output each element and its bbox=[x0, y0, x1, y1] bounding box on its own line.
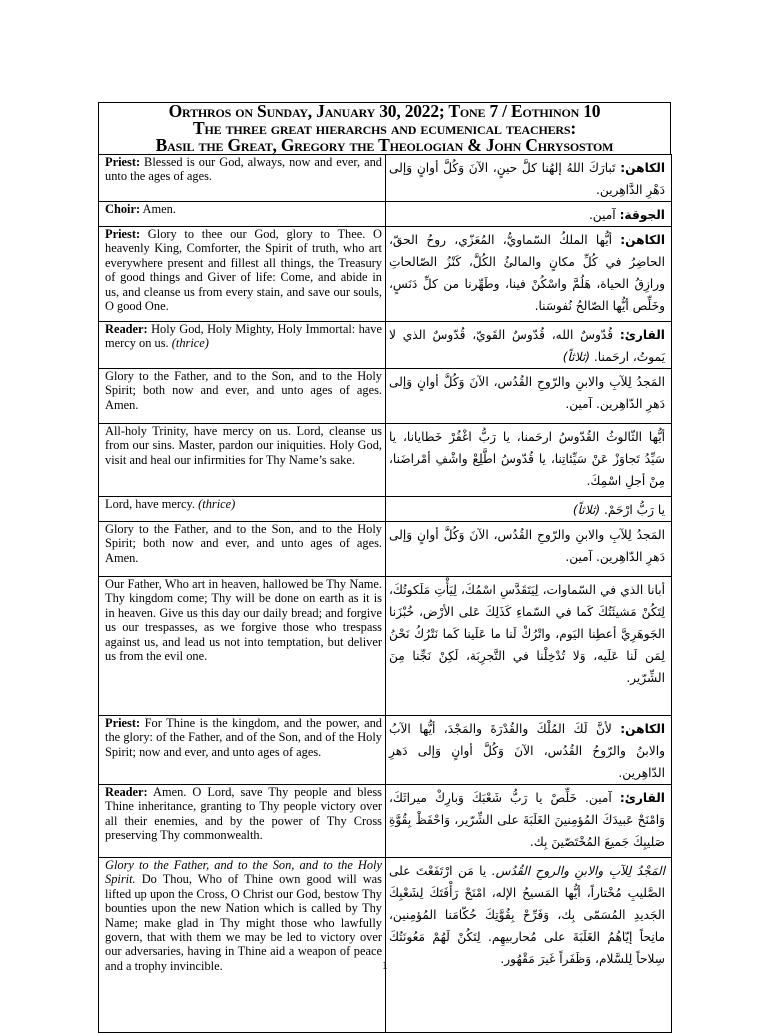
english-cell bbox=[99, 155, 386, 202]
liturgical-text: Our Father, Who art in heaven, hallowed be Thy Name. Thy kingdom come; Thy will be done on earth as it is in heaven. Give us this day our daily bread; and forgive us our trespasses, as we forgive those who trespass against us, and lead us not into temptation, but deliver us from the evil one. bbox=[105, 577, 382, 664]
speaker-label: Reader: bbox=[105, 785, 148, 799]
liturgical-text: Holy God, Holy Mighty, Holy Immortal: have mercy on us. bbox=[105, 322, 382, 351]
arabic-cell bbox=[386, 858, 672, 1033]
liturgical-text: For Thine is the kingdom, and the power, and the glory: of the Father, and of the Son, and of the Holy Spirit; now and ever, and unto ages of ages. bbox=[105, 716, 382, 759]
liturgical-text: آمين. bbox=[588, 208, 620, 222]
rubric-text: Glory to the Father, and to the Son, and to the Holy Spirit. bbox=[105, 858, 382, 887]
liturgical-text: Glory to the Father, and to the Son, and to the Holy Spirit; both now and ever, and unto ages of ages. Amen. bbox=[105, 369, 382, 412]
liturgical-text: Glory to thee our God, glory to Thee. O heavenly King, Comforter, the Spirit of truth, who art everywhere present and fillest all things, the Treasury of good things and Giver of life: Come, and abide in us, and cleanse us from every stain, and save our souls, O good One. bbox=[105, 227, 382, 314]
liturgical-text: لأنَّ لَكَ المُلْكَ والقُدْرَةَ والمَجْدَ، أيُّها الآبُ والابنُ والرّوحُ القُدُس، الآنَ وَكُلَّ أوانٍ وَإلى دَهرِ الدّاهِرين. bbox=[389, 722, 665, 780]
english-cell bbox=[99, 858, 386, 1033]
arabic-cell bbox=[386, 785, 672, 858]
arabic-cell bbox=[386, 322, 672, 369]
table-row bbox=[99, 577, 672, 716]
table-row bbox=[99, 369, 672, 424]
arabic-cell bbox=[386, 155, 672, 202]
header-saints: Basil the Great, Gregory the Theologian & John Chrysostom bbox=[155, 135, 614, 154]
english-cell bbox=[99, 522, 386, 577]
liturgical-text: Amen. O Lord, save Thy people and bless Thine inheritance, granting to Thy people victory over all their enemies, and by the power of Thy Cross preserving Thy commonwealth. bbox=[105, 785, 382, 843]
english-cell bbox=[99, 577, 386, 716]
rubric-text: (thrice) bbox=[198, 497, 236, 511]
liturgical-text: Glory to the Father, and to the Son, and to the Holy Spirit; both now and ever, and unto ages of ages. Amen. bbox=[105, 522, 382, 565]
table-row bbox=[99, 497, 672, 522]
table-row bbox=[99, 858, 672, 1033]
liturgical-text: قُدّوسٌ الله، قُدّوسٌ القَويّ، قُدّوسٌ الذي لا يَموتُ، ارحَمنا. bbox=[389, 328, 665, 364]
liturgical-text: المَجدُ لِلآبِ والابنِ والرّوحِ القُدُس، الآنَ وَكُلَّ أوانٍ وَإلى دَهرِ الدّاهِرين. آمين. bbox=[389, 528, 665, 564]
rubric-text: (ثلاثاً) bbox=[572, 503, 601, 517]
speaker-label: Reader: bbox=[105, 322, 148, 336]
rubric-text: (thrice) bbox=[171, 336, 209, 351]
table-row bbox=[99, 322, 672, 369]
speaker-label: القارئ: bbox=[619, 791, 665, 805]
arabic-cell bbox=[386, 369, 672, 424]
document-header bbox=[98, 102, 671, 154]
liturgical-text: يا مَن ارْتَفَعْتَ على الصَّليبِ مُخْتاراً، أيُّها المَسيحُ الإله، امْنَحْ رَأْفَتَكَ لِشَعْبِكَ الجَديدِ المُسَمّى بِك، وَفَرِّحْ بِقُوَّتِكَ حُكّامَنا المُؤمِنين، مانِحاً إيّاهُمُ الغَلَبَةَ على مُحاربيهِم. لِتَكُنْ لَهُمْ مَعُونَتُكَ سِلاحاً لِلسَّلام، وَظَفَراً غَيرَ مَقْهُور. bbox=[389, 864, 665, 966]
speaker-label: Priest: bbox=[105, 155, 141, 169]
arabic-cell bbox=[386, 577, 672, 716]
liturgical-text: Do Thou, Who of Thine own good will was lifted up upon the Cross, O Christ our God, bestow Thy bounties upon the new Nation which is called by Thy Name; make glad in Thy might those who lawfully govern, that with them we may be led to victory over our adversaries, having in Thine aid a weapon of peace and a trophy invincible. bbox=[105, 872, 382, 973]
liturgical-text: أبانا الذي في السّماوات، لِيَتَقَدَّسِ اسْمُكَ، لِيَأْتِ مَلَكوتُكَ، لِتَكُنْ مَشيئَتُكَ كَما في السّماءِ كَذَلِكَ عَلى الأرْض، خُبْزَنا الجَوهَرِيَّ أعطِنا اليَوم، واتْرُكْ لَنا ما عَلَينا كَما نَتْرُكُ نَحْنُ لِمَن لَنا عَلَيه، وَلا تُدْخِلْنا في التَّجرِبَة، لَكِنْ نَجِّنا مِنَ الشِّرّير. bbox=[389, 583, 665, 685]
speaker-label: الكاهن: bbox=[620, 233, 665, 247]
liturgical-text: آمين. خَلِّصْ يا رَبُّ شَعْبَكَ وَبارِكْ ميراثَكَ، وَامْنَحْ عَبيدَكَ المُؤمِنينَ الغَلَبَةَ على الشِّرّير، وَاحْفَظْ بِقُوَّةِ صَليبِكَ جَميعَ المُخْتَصّينَ بِك. bbox=[389, 791, 665, 849]
english-cell bbox=[99, 322, 386, 369]
table-row bbox=[99, 716, 672, 785]
english-cell bbox=[99, 202, 386, 227]
arabic-cell bbox=[386, 202, 672, 227]
liturgical-text: أيُّها الثّالوثُ القُدّوسُ ارحَمنا، يا رَبُّ اغْفُرْ خَطايانا، يا سَيِّدُ تَجاوَزْ عَنْ سَيِّئاتِنا، يا قُدّوسُ اطَّلِعْ واشْفِ أمْراضَنا، مِنْ أجلِ اسْمِكَ. bbox=[389, 430, 665, 488]
bilingual-table bbox=[98, 154, 672, 1033]
speaker-label: الجوقة: bbox=[619, 208, 665, 222]
table-row bbox=[99, 155, 672, 202]
liturgical-text: المَجدُ لِلآبِ والابنِ والرّوحِ القُدُس، الآنَ وَكُلَّ أوانٍ وَإلى دَهرِ الدّاهِرين. آمين. bbox=[389, 375, 665, 411]
table-row bbox=[99, 785, 672, 858]
english-cell bbox=[99, 424, 386, 497]
header-title: Orthros on Sunday, January 30, 2022; Tone 7 / Eothinon 10 bbox=[168, 102, 601, 121]
speaker-label: الكاهن: bbox=[620, 161, 665, 175]
english-cell bbox=[99, 716, 386, 785]
header-subtitle: The three great hierarchs and ecumenical teachers: bbox=[193, 118, 576, 138]
rubric-text: المَجْدُ لِلآبِ والابنِ والروحِ القُدُس. bbox=[491, 864, 665, 878]
speaker-label: الكاهن: bbox=[620, 722, 665, 736]
liturgical-text: Blessed is our God, always, now and ever, and unto the ages of ages. bbox=[105, 155, 382, 184]
arabic-cell bbox=[386, 424, 672, 497]
liturgical-text: Amen. bbox=[140, 202, 176, 216]
english-cell bbox=[99, 497, 386, 522]
arabic-cell bbox=[386, 716, 672, 785]
table-row bbox=[99, 522, 672, 577]
table-row bbox=[99, 227, 672, 322]
liturgical-text: أيُّها الملكُ السّماويُّ، المُعَزّي، روحُ الحقّ، الحاضِرُ في كُلِّ مكانٍ والمالئُ الكُلَّ، كَنْزُ الصّالحاتِ ورازِقُ الحياة، هَلُمَّ واسْكُنْ فينا، وطَهِّرنا من كلِّ دَنَسٍ، وخَلِّص أيُّها الصّالحُ نُفوسَنا. bbox=[389, 233, 665, 313]
liturgical-text: Lord, have mercy. bbox=[105, 497, 199, 511]
english-cell bbox=[99, 785, 386, 858]
liturgical-text: يا رَبُّ ارْحَمْ. bbox=[600, 503, 665, 517]
arabic-cell bbox=[386, 227, 672, 322]
speaker-label: القارئ: bbox=[619, 328, 665, 342]
english-cell bbox=[99, 369, 386, 424]
english-cell bbox=[99, 227, 386, 322]
page-number: 1 bbox=[382, 958, 388, 972]
table-row bbox=[99, 424, 672, 497]
arabic-cell bbox=[386, 522, 672, 577]
rubric-text: (ثلاثاً) bbox=[562, 350, 590, 364]
speaker-label: Priest: bbox=[105, 227, 141, 241]
arabic-cell bbox=[386, 497, 672, 522]
liturgical-text: تَبارَكَ اللهُ إلهُنا كلَّ حينٍ، الآنَ وَكُلَّ أوانٍ وَإلى دَهْرِ الدَّاهِرين. bbox=[389, 161, 665, 197]
liturgical-text: All-holy Trinity, have mercy on us. Lord, cleanse us from our sins. Master, pardon our iniquities. Holy God, visit and heal our infirmities for Thy Name’s sake. bbox=[105, 424, 382, 467]
document-page bbox=[98, 102, 671, 1033]
speaker-label: Choir: bbox=[105, 202, 141, 216]
speaker-label: Priest: bbox=[105, 716, 141, 730]
table-row bbox=[99, 202, 672, 227]
